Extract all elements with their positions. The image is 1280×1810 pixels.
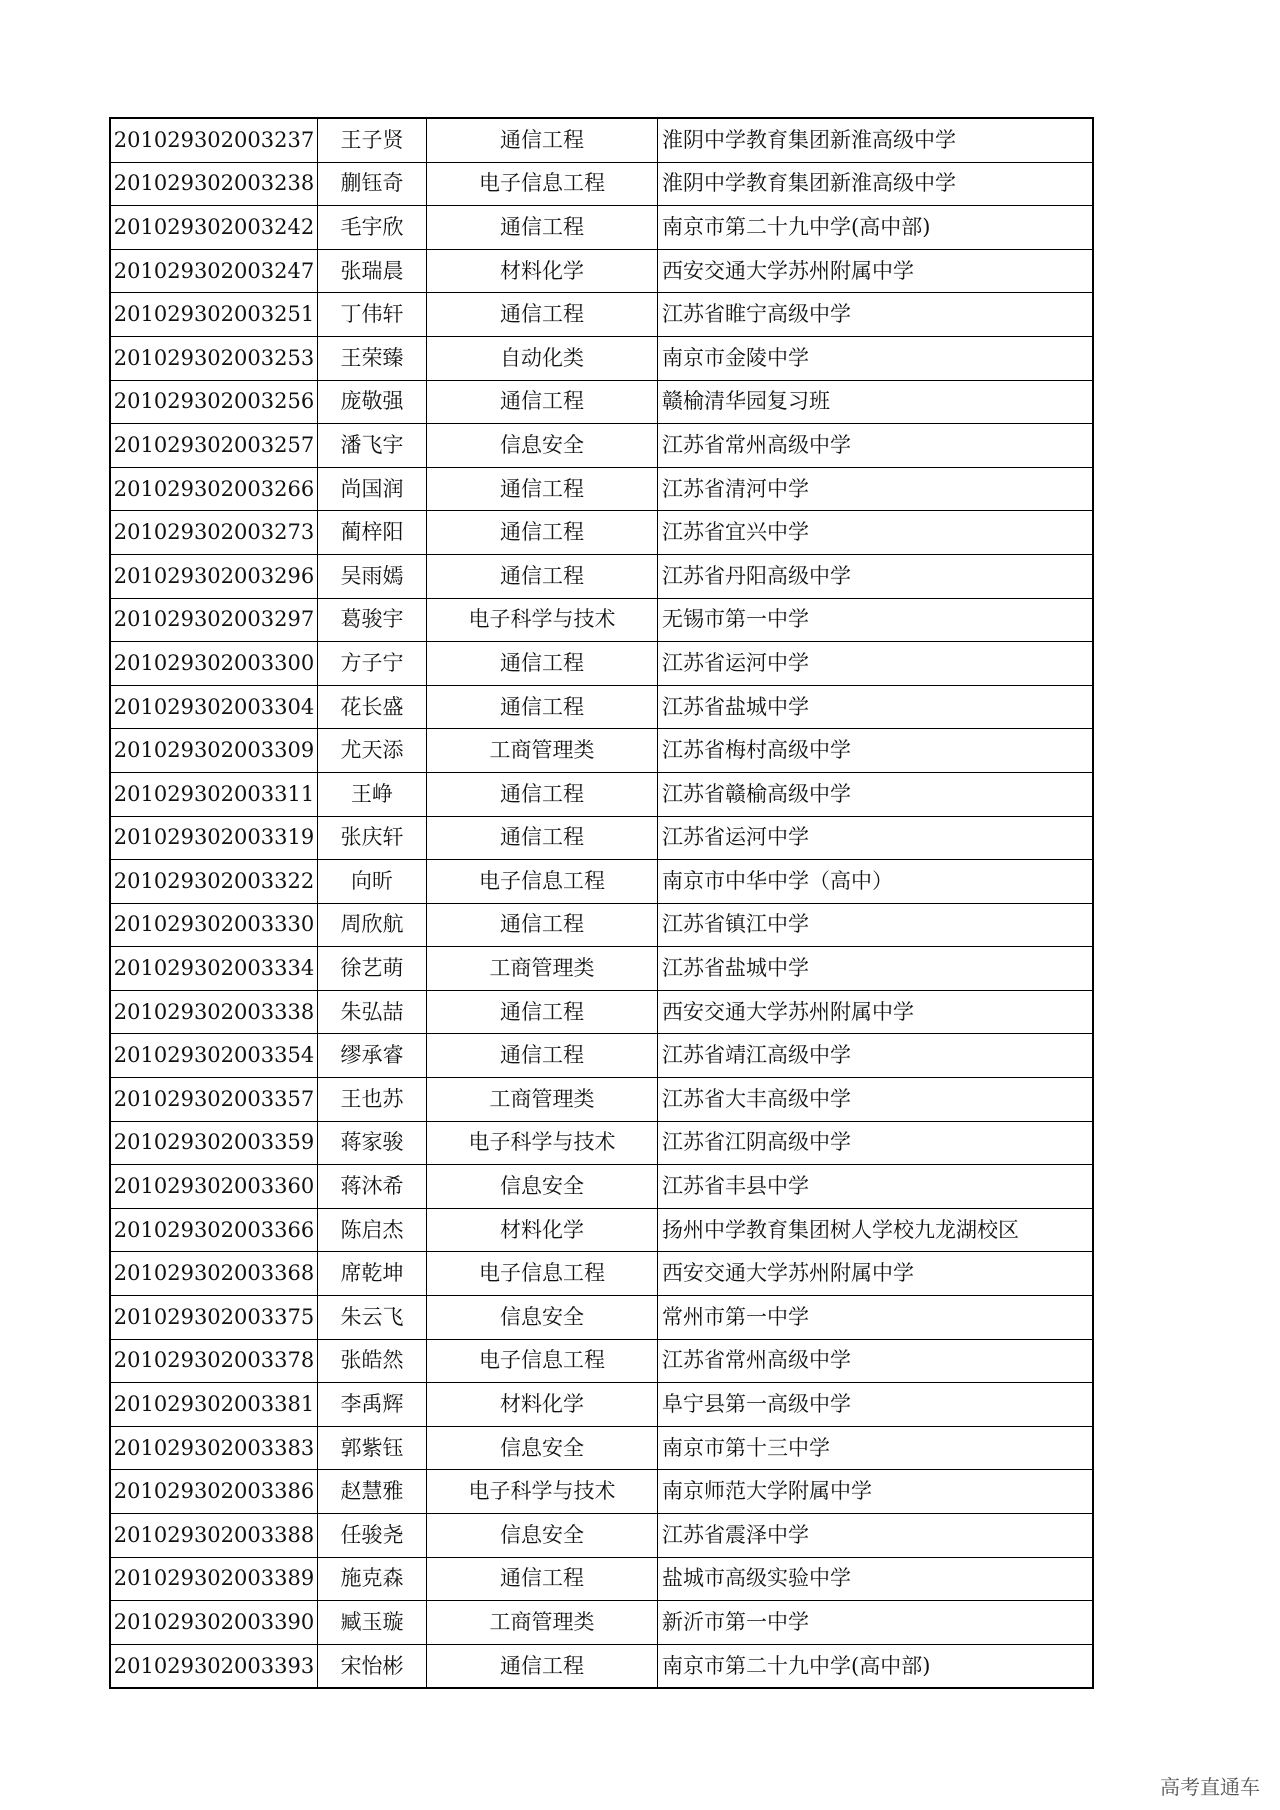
candidate-id-cell: 201029302003388 xyxy=(110,1514,318,1558)
student-name-cell: 蒋沐希 xyxy=(318,1165,427,1209)
major-cell: 通信工程 xyxy=(427,118,658,162)
table-row xyxy=(110,336,1093,380)
student-name-cell: 任骏尧 xyxy=(318,1514,427,1558)
major-cell: 通信工程 xyxy=(427,554,658,598)
school-cell: 南京市中华中学（高中） xyxy=(658,860,1094,904)
student-name-cell: 周欣航 xyxy=(318,903,427,947)
table-row xyxy=(110,118,1093,162)
school-cell: 盐城市高级实验中学 xyxy=(658,1557,1094,1601)
student-name-cell: 方子宁 xyxy=(318,642,427,686)
student-name-cell: 宋怡彬 xyxy=(318,1644,427,1688)
major-cell: 电子信息工程 xyxy=(427,1252,658,1296)
major-cell: 通信工程 xyxy=(427,685,658,729)
student-name-cell: 向昕 xyxy=(318,860,427,904)
table-row xyxy=(110,1426,1093,1470)
candidate-id-cell: 201029302003360 xyxy=(110,1165,318,1209)
candidate-id-cell: 201029302003386 xyxy=(110,1470,318,1514)
school-cell: 江苏省大丰高级中学 xyxy=(658,1078,1094,1122)
major-cell: 通信工程 xyxy=(427,293,658,337)
major-cell: 信息安全 xyxy=(427,1426,658,1470)
table-row xyxy=(110,642,1093,686)
student-name-cell: 尚国润 xyxy=(318,467,427,511)
table-row xyxy=(110,1296,1093,1340)
student-name-cell: 郭紫钰 xyxy=(318,1426,427,1470)
table-row xyxy=(110,1121,1093,1165)
school-cell: 江苏省常州高级中学 xyxy=(658,424,1094,468)
candidate-id-cell: 201029302003253 xyxy=(110,336,318,380)
major-cell: 通信工程 xyxy=(427,1034,658,1078)
table-row xyxy=(110,816,1093,860)
student-name-cell: 毛宇欣 xyxy=(318,206,427,250)
candidate-id-cell: 201029302003297 xyxy=(110,598,318,642)
major-cell: 通信工程 xyxy=(427,772,658,816)
candidate-id-cell: 201029302003368 xyxy=(110,1252,318,1296)
student-name-cell: 朱弘喆 xyxy=(318,990,427,1034)
student-name-cell: 施克森 xyxy=(318,1557,427,1601)
student-name-cell: 花长盛 xyxy=(318,685,427,729)
student-name-cell: 蒯钰奇 xyxy=(318,162,427,206)
candidate-id-cell: 201029302003375 xyxy=(110,1296,318,1340)
major-cell: 通信工程 xyxy=(427,206,658,250)
school-cell: 淮阴中学教育集团新淮高级中学 xyxy=(658,118,1094,162)
major-cell: 电子科学与技术 xyxy=(427,1470,658,1514)
student-name-cell: 王荣臻 xyxy=(318,336,427,380)
candidate-id-cell: 201029302003378 xyxy=(110,1339,318,1383)
candidate-id-cell: 201029302003238 xyxy=(110,162,318,206)
school-cell: 江苏省靖江高级中学 xyxy=(658,1034,1094,1078)
candidate-id-cell: 201029302003266 xyxy=(110,467,318,511)
candidate-id-cell: 201029302003359 xyxy=(110,1121,318,1165)
major-cell: 工商管理类 xyxy=(427,1078,658,1122)
school-cell: 江苏省镇江中学 xyxy=(658,903,1094,947)
student-name-cell: 赵慧雅 xyxy=(318,1470,427,1514)
major-cell: 工商管理类 xyxy=(427,729,658,773)
table-row xyxy=(110,249,1093,293)
school-cell: 江苏省震泽中学 xyxy=(658,1514,1094,1558)
major-cell: 电子信息工程 xyxy=(427,860,658,904)
major-cell: 通信工程 xyxy=(427,1644,658,1688)
candidate-id-cell: 201029302003247 xyxy=(110,249,318,293)
student-name-cell: 李禹辉 xyxy=(318,1383,427,1427)
school-cell: 江苏省睢宁高级中学 xyxy=(658,293,1094,337)
table-row xyxy=(110,380,1093,424)
major-cell: 电子信息工程 xyxy=(427,162,658,206)
school-cell: 江苏省盐城中学 xyxy=(658,685,1094,729)
school-cell: 赣榆清华园复习班 xyxy=(658,380,1094,424)
school-cell: 常州市第一中学 xyxy=(658,1296,1094,1340)
candidate-id-cell: 201029302003309 xyxy=(110,729,318,773)
major-cell: 电子信息工程 xyxy=(427,1339,658,1383)
candidate-id-cell: 201029302003390 xyxy=(110,1601,318,1645)
candidate-id-cell: 201029302003322 xyxy=(110,860,318,904)
candidate-id-cell: 201029302003311 xyxy=(110,772,318,816)
candidate-id-cell: 201029302003354 xyxy=(110,1034,318,1078)
school-cell: 江苏省运河中学 xyxy=(658,816,1094,860)
student-name-cell: 王子贤 xyxy=(318,118,427,162)
table-row xyxy=(110,947,1093,991)
major-cell: 材料化学 xyxy=(427,1208,658,1252)
student-name-cell: 徐艺萌 xyxy=(318,947,427,991)
student-name-cell: 尤天添 xyxy=(318,729,427,773)
candidate-id-cell: 201029302003300 xyxy=(110,642,318,686)
candidate-id-cell: 201029302003237 xyxy=(110,118,318,162)
major-cell: 工商管理类 xyxy=(427,947,658,991)
school-cell: 江苏省宜兴中学 xyxy=(658,511,1094,555)
table-row xyxy=(110,1470,1093,1514)
school-cell: 江苏省丹阳高级中学 xyxy=(658,554,1094,598)
table-row xyxy=(110,1208,1093,1252)
major-cell: 通信工程 xyxy=(427,380,658,424)
candidate-id-cell: 201029302003330 xyxy=(110,903,318,947)
student-name-cell: 蔺梓阳 xyxy=(318,511,427,555)
candidate-id-cell: 201029302003389 xyxy=(110,1557,318,1601)
major-cell: 通信工程 xyxy=(427,816,658,860)
table-row xyxy=(110,903,1093,947)
candidate-id-cell: 201029302003338 xyxy=(110,990,318,1034)
table-row xyxy=(110,1252,1093,1296)
table-row xyxy=(110,162,1093,206)
candidate-id-cell: 201029302003393 xyxy=(110,1644,318,1688)
school-cell: 江苏省赣榆高级中学 xyxy=(658,772,1094,816)
student-name-cell: 潘飞宇 xyxy=(318,424,427,468)
candidate-id-cell: 201029302003357 xyxy=(110,1078,318,1122)
candidate-id-cell: 201029302003257 xyxy=(110,424,318,468)
table-row xyxy=(110,772,1093,816)
major-cell: 通信工程 xyxy=(427,903,658,947)
table-row xyxy=(110,1514,1093,1558)
student-name-cell: 缪承睿 xyxy=(318,1034,427,1078)
candidate-id-cell: 201029302003366 xyxy=(110,1208,318,1252)
table-row xyxy=(110,1165,1093,1209)
school-cell: 江苏省盐城中学 xyxy=(658,947,1094,991)
table-row xyxy=(110,1644,1093,1688)
school-cell: 南京市第二十九中学(高中部) xyxy=(658,1644,1094,1688)
school-cell: 新沂市第一中学 xyxy=(658,1601,1094,1645)
table-row xyxy=(110,1034,1093,1078)
watermark: 高考直通车 xyxy=(1160,1775,1260,1799)
table-row xyxy=(110,554,1093,598)
major-cell: 自动化类 xyxy=(427,336,658,380)
major-cell: 信息安全 xyxy=(427,424,658,468)
school-cell: 西安交通大学苏州附属中学 xyxy=(658,990,1094,1034)
table-row xyxy=(110,685,1093,729)
student-name-cell: 臧玉璇 xyxy=(318,1601,427,1645)
school-cell: 南京师范大学附属中学 xyxy=(658,1470,1094,1514)
school-cell: 南京市第十三中学 xyxy=(658,1426,1094,1470)
student-name-cell: 丁伟轩 xyxy=(318,293,427,337)
school-cell: 无锡市第一中学 xyxy=(658,598,1094,642)
student-name-cell: 席乾坤 xyxy=(318,1252,427,1296)
major-cell: 材料化学 xyxy=(427,1383,658,1427)
table-row xyxy=(110,1557,1093,1601)
major-cell: 电子科学与技术 xyxy=(427,598,658,642)
school-cell: 江苏省运河中学 xyxy=(658,642,1094,686)
school-cell: 江苏省清河中学 xyxy=(658,467,1094,511)
student-name-cell: 张瑞晨 xyxy=(318,249,427,293)
table-row xyxy=(110,293,1093,337)
table-row xyxy=(110,511,1093,555)
student-name-cell: 葛骏宇 xyxy=(318,598,427,642)
candidate-id-cell: 201029302003334 xyxy=(110,947,318,991)
student-name-cell: 朱云飞 xyxy=(318,1296,427,1340)
admission-list-table xyxy=(109,117,1094,1689)
school-cell: 南京市第二十九中学(高中部) xyxy=(658,206,1094,250)
table-row xyxy=(110,860,1093,904)
student-name-cell: 蒋家骏 xyxy=(318,1121,427,1165)
major-cell: 信息安全 xyxy=(427,1514,658,1558)
table-row xyxy=(110,1078,1093,1122)
school-cell: 江苏省江阴高级中学 xyxy=(658,1121,1094,1165)
candidate-id-cell: 201029302003383 xyxy=(110,1426,318,1470)
table-row xyxy=(110,206,1093,250)
major-cell: 通信工程 xyxy=(427,511,658,555)
table-row xyxy=(110,729,1093,773)
student-name-cell: 张庆轩 xyxy=(318,816,427,860)
table-row xyxy=(110,1339,1093,1383)
major-cell: 材料化学 xyxy=(427,249,658,293)
school-cell: 扬州中学教育集团树人学校九龙湖校区 xyxy=(658,1208,1094,1252)
candidate-id-cell: 201029302003296 xyxy=(110,554,318,598)
candidate-id-cell: 201029302003381 xyxy=(110,1383,318,1427)
student-name-cell: 王峥 xyxy=(318,772,427,816)
school-cell: 西安交通大学苏州附属中学 xyxy=(658,249,1094,293)
table-row xyxy=(110,990,1093,1034)
student-name-cell: 陈启杰 xyxy=(318,1208,427,1252)
student-name-cell: 庞敬强 xyxy=(318,380,427,424)
major-cell: 通信工程 xyxy=(427,1557,658,1601)
school-cell: 西安交通大学苏州附属中学 xyxy=(658,1252,1094,1296)
student-name-cell: 吴雨嫣 xyxy=(318,554,427,598)
major-cell: 工商管理类 xyxy=(427,1601,658,1645)
school-cell: 阜宁县第一高级中学 xyxy=(658,1383,1094,1427)
major-cell: 通信工程 xyxy=(427,990,658,1034)
table-row xyxy=(110,1601,1093,1645)
table-row xyxy=(110,598,1093,642)
major-cell: 通信工程 xyxy=(427,467,658,511)
candidate-id-cell: 201029302003251 xyxy=(110,293,318,337)
candidate-id-cell: 201029302003273 xyxy=(110,511,318,555)
table-body xyxy=(110,118,1093,1688)
major-cell: 电子科学与技术 xyxy=(427,1121,658,1165)
school-cell: 淮阴中学教育集团新淮高级中学 xyxy=(658,162,1094,206)
table-row xyxy=(110,424,1093,468)
major-cell: 信息安全 xyxy=(427,1165,658,1209)
student-name-cell: 王也苏 xyxy=(318,1078,427,1122)
major-cell: 信息安全 xyxy=(427,1296,658,1340)
school-cell: 江苏省梅村高级中学 xyxy=(658,729,1094,773)
candidate-id-cell: 201029302003256 xyxy=(110,380,318,424)
school-cell: 江苏省常州高级中学 xyxy=(658,1339,1094,1383)
table-row xyxy=(110,1383,1093,1427)
candidate-id-cell: 201029302003304 xyxy=(110,685,318,729)
student-name-cell: 张皓然 xyxy=(318,1339,427,1383)
major-cell: 通信工程 xyxy=(427,642,658,686)
candidate-id-cell: 201029302003242 xyxy=(110,206,318,250)
school-cell: 江苏省丰县中学 xyxy=(658,1165,1094,1209)
candidate-id-cell: 201029302003319 xyxy=(110,816,318,860)
school-cell: 南京市金陵中学 xyxy=(658,336,1094,380)
table-row xyxy=(110,467,1093,511)
